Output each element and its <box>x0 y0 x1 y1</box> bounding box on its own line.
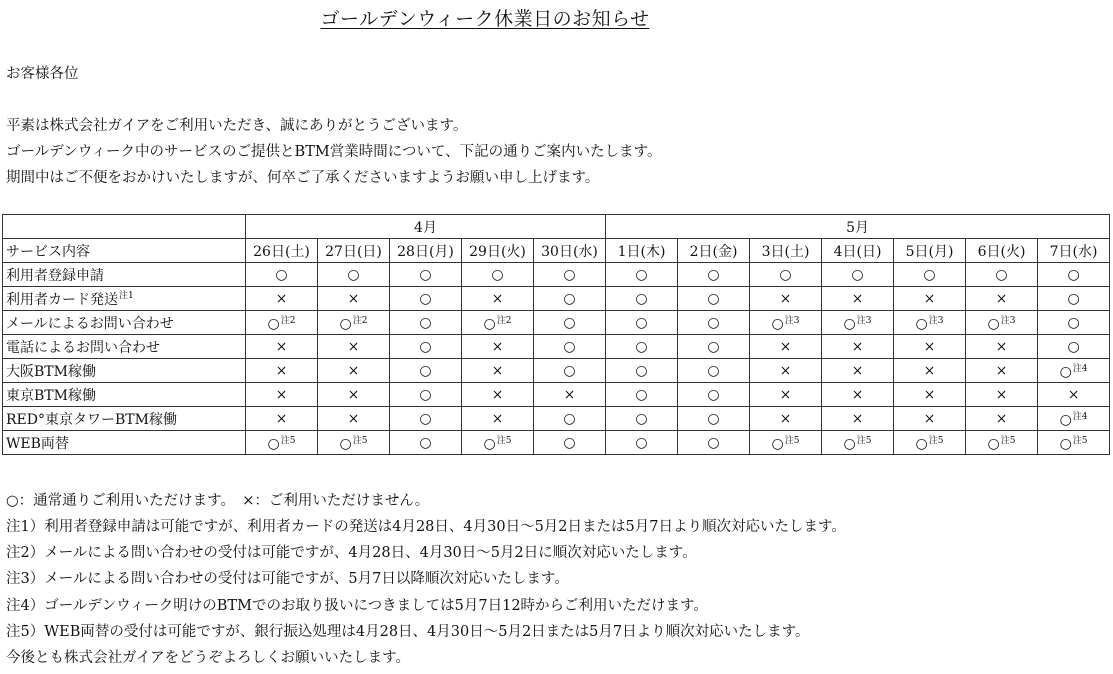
available-mark: ○ <box>1067 314 1080 331</box>
unavailable-mark: × <box>275 290 288 307</box>
unavailable-mark: × <box>275 362 288 379</box>
availability-cell <box>894 263 966 287</box>
availability-cell <box>318 263 390 287</box>
availability-cell <box>462 407 534 431</box>
available-mark: ○ <box>1067 338 1080 355</box>
availability-cell <box>822 383 894 407</box>
available-mark: ○ <box>771 436 784 452</box>
footnote-ref: 注2 <box>352 316 368 326</box>
availability-cell <box>822 263 894 287</box>
table-row <box>3 311 1110 335</box>
service-name-cell <box>3 263 246 287</box>
service-name: メールによるお問い合わせ <box>6 315 174 332</box>
footnote-ref: 注5 <box>280 436 296 446</box>
unavailable-mark: × <box>995 386 1008 403</box>
availability-cell <box>1038 335 1110 359</box>
footnote-ref: 注3 <box>856 316 872 326</box>
table-row <box>3 287 1110 311</box>
available-mark: ○ <box>635 362 648 379</box>
unavailable-mark: × <box>923 410 936 427</box>
table-row <box>3 383 1110 407</box>
day-header-row <box>3 239 1110 263</box>
header-blank-cell <box>3 215 246 239</box>
availability-cell <box>678 287 750 311</box>
footnote-ref: 注2 <box>280 316 296 326</box>
available-mark: ○ <box>923 266 936 283</box>
table-row <box>3 407 1110 431</box>
available-mark: ○ <box>563 290 576 307</box>
available-mark: ○ <box>843 316 856 332</box>
legend-line: ○：通常通りご利用いただけます。 ×：ご利用いただけません。 <box>6 493 430 509</box>
availability-cell <box>894 407 966 431</box>
unavailable-mark: × <box>491 410 504 427</box>
month-header-row <box>3 215 1110 239</box>
available-mark: ○ <box>987 436 1000 452</box>
unavailable-mark: × <box>491 386 504 403</box>
day-header: 26日(土) <box>246 239 318 263</box>
available-mark: ○ <box>563 434 576 451</box>
day-header: 5日(月) <box>894 239 966 263</box>
availability-cell <box>1038 407 1110 431</box>
available-mark: ○ <box>635 314 648 331</box>
day-header: 7日(水) <box>1038 239 1110 263</box>
availability-cell <box>606 407 678 431</box>
availability-cell <box>750 431 822 455</box>
service-column-header: サービス内容 <box>3 239 246 263</box>
table-row <box>3 263 1110 287</box>
availability-cell <box>966 287 1038 311</box>
service-name: WEB両替 <box>6 435 69 452</box>
service-name-cell <box>3 431 246 455</box>
intro-line: 期間中はご不便をおかけいたしますが、何卒ご了承くださいますようお願い申し上げます。 <box>6 170 600 186</box>
unavailable-mark: × <box>779 386 792 403</box>
available-mark: ○ <box>1067 266 1080 283</box>
availability-cell <box>462 383 534 407</box>
availability-cell <box>390 431 462 455</box>
available-mark: ○ <box>419 266 432 283</box>
footnote-ref: 注4 <box>1072 412 1088 422</box>
unavailable-mark: × <box>491 338 504 355</box>
availability-cell <box>462 311 534 335</box>
availability-cell <box>246 287 318 311</box>
availability-cell <box>822 335 894 359</box>
availability-cell <box>606 287 678 311</box>
availability-cell <box>606 431 678 455</box>
day-header: 4日(日) <box>822 239 894 263</box>
unavailable-mark: × <box>779 338 792 355</box>
availability-cell <box>750 383 822 407</box>
availability-cell <box>246 359 318 383</box>
available-mark: ○ <box>843 436 856 452</box>
unavailable-mark: × <box>995 362 1008 379</box>
service-name: 大阪BTM稼働 <box>6 363 96 380</box>
available-mark: ○ <box>1059 364 1072 380</box>
service-name: 利用者登録申請 <box>6 267 104 284</box>
service-name-cell <box>3 359 246 383</box>
table-row <box>3 359 1110 383</box>
unavailable-mark: × <box>851 338 864 355</box>
availability-cell <box>678 431 750 455</box>
availability-cell <box>822 287 894 311</box>
available-mark: ○ <box>1059 412 1072 428</box>
available-mark: ○ <box>483 316 496 332</box>
availability-cell <box>606 383 678 407</box>
availability-cell <box>894 311 966 335</box>
unavailable-mark: × <box>851 290 864 307</box>
unavailable-mark: × <box>347 290 360 307</box>
unavailable-mark: × <box>347 338 360 355</box>
service-name: 電話によるお問い合わせ <box>6 339 160 356</box>
availability-cell <box>246 335 318 359</box>
footnote-ref: 注5 <box>352 436 368 446</box>
available-mark: ○ <box>995 266 1008 283</box>
footnote-ref: 注1 <box>119 291 134 301</box>
availability-cell <box>678 335 750 359</box>
unavailable-mark: × <box>491 290 504 307</box>
availability-cell <box>534 335 606 359</box>
day-header: 30日(水) <box>534 239 606 263</box>
availability-cell <box>390 311 462 335</box>
service-name-cell <box>3 383 246 407</box>
unavailable-mark: × <box>347 386 360 403</box>
availability-cell <box>318 287 390 311</box>
availability-cell <box>1038 383 1110 407</box>
availability-cell <box>894 431 966 455</box>
availability-cell <box>390 335 462 359</box>
available-mark: ○ <box>1059 436 1072 452</box>
available-mark: ○ <box>563 314 576 331</box>
unavailable-mark: × <box>1067 386 1080 403</box>
available-mark: ○ <box>635 434 648 451</box>
unavailable-mark: × <box>347 410 360 427</box>
availability-cell <box>966 383 1038 407</box>
availability-cell <box>822 359 894 383</box>
unavailable-mark: × <box>923 338 936 355</box>
available-mark: ○ <box>707 386 720 403</box>
day-header: 2日(金) <box>678 239 750 263</box>
note-line: 注4）ゴールデンウィーク明けのBTMでのお取り扱いにつきましては5月7日12時からご利用いただけます。 <box>6 598 708 614</box>
availability-cell <box>462 359 534 383</box>
unavailable-mark: × <box>563 386 576 403</box>
service-schedule-table <box>2 214 1110 455</box>
availability-cell <box>750 335 822 359</box>
day-header: 29日(火) <box>462 239 534 263</box>
availability-cell <box>606 359 678 383</box>
available-mark: ○ <box>419 338 432 355</box>
availability-cell <box>462 431 534 455</box>
availability-cell <box>750 287 822 311</box>
footnote-ref: 注5 <box>1072 436 1088 446</box>
available-mark: ○ <box>851 266 864 283</box>
available-mark: ○ <box>635 290 648 307</box>
availability-cell <box>462 287 534 311</box>
unavailable-mark: × <box>275 386 288 403</box>
service-name: 東京BTM稼働 <box>6 387 96 404</box>
available-mark: ○ <box>707 314 720 331</box>
availability-cell <box>1038 287 1110 311</box>
month-header: 5月 <box>606 215 1110 239</box>
note-line: 注5）WEB両替の受付は可能ですが、銀行振込処理は4月28日、4月30日～5月2日または5月7日より順次対応いたします。 <box>6 624 810 640</box>
table-row <box>3 431 1110 455</box>
available-mark: ○ <box>339 316 352 332</box>
table-row <box>3 335 1110 359</box>
footnote-ref: 注5 <box>928 436 944 446</box>
footnote-ref: 注5 <box>784 436 800 446</box>
closing-line: 今後とも株式会社ガイアをどうぞよろしくお願いいたします。 <box>6 650 410 666</box>
day-header: 3日(土) <box>750 239 822 263</box>
availability-cell <box>750 311 822 335</box>
available-mark: ○ <box>779 266 792 283</box>
availability-cell <box>390 287 462 311</box>
availability-cell <box>606 263 678 287</box>
availability-cell <box>246 263 318 287</box>
availability-cell <box>246 383 318 407</box>
availability-cell <box>534 311 606 335</box>
unavailable-mark: × <box>779 290 792 307</box>
availability-cell <box>462 263 534 287</box>
availability-cell <box>534 287 606 311</box>
unavailable-mark: × <box>923 290 936 307</box>
availability-cell <box>1038 311 1110 335</box>
availability-cell <box>822 407 894 431</box>
availability-cell <box>318 431 390 455</box>
service-name: RED°東京タワーBTM稼働 <box>6 411 177 428</box>
availability-cell <box>606 311 678 335</box>
note-line: 注3）メールによる問い合わせの受付は可能ですが、5月7日以降順次対応いたします。 <box>6 571 569 587</box>
service-name-cell <box>3 407 246 431</box>
available-mark: ○ <box>707 338 720 355</box>
page-title: ゴールデンウィーク休業日のお知らせ <box>320 8 650 30</box>
footnote-ref: 注5 <box>1000 436 1016 446</box>
day-header: 1日(木) <box>606 239 678 263</box>
available-mark: ○ <box>707 362 720 379</box>
footnote-ref: 注3 <box>928 316 944 326</box>
available-mark: ○ <box>267 316 280 332</box>
unavailable-mark: × <box>995 338 1008 355</box>
salutation: お客様各位 <box>6 66 79 82</box>
available-mark: ○ <box>987 316 1000 332</box>
available-mark: ○ <box>771 316 784 332</box>
availability-cell <box>966 263 1038 287</box>
availability-cell <box>750 359 822 383</box>
footnote-ref: 注3 <box>784 316 800 326</box>
unavailable-mark: × <box>995 410 1008 427</box>
available-mark: ○ <box>563 410 576 427</box>
availability-cell <box>246 311 318 335</box>
availability-cell <box>678 263 750 287</box>
availability-cell <box>678 359 750 383</box>
available-mark: ○ <box>635 386 648 403</box>
available-mark: ○ <box>339 436 352 452</box>
availability-cell <box>318 335 390 359</box>
note-line: 注2）メールによる問い合わせの受付は可能ですが、4月28日、4月30日～5月2日に順次対応いたします。 <box>6 545 697 561</box>
available-mark: ○ <box>563 362 576 379</box>
footnote-ref: 注4 <box>1072 364 1088 374</box>
unavailable-mark: × <box>923 362 936 379</box>
availability-cell <box>750 407 822 431</box>
availability-cell <box>318 359 390 383</box>
availability-cell <box>678 383 750 407</box>
availability-cell <box>966 311 1038 335</box>
availability-cell <box>534 359 606 383</box>
intro-line: 平素は株式会社ガイアをご利用いただき、誠にありがとうございます。 <box>6 118 468 134</box>
available-mark: ○ <box>635 266 648 283</box>
availability-cell <box>966 359 1038 383</box>
availability-cell <box>1038 431 1110 455</box>
available-mark: ○ <box>419 362 432 379</box>
available-mark: ○ <box>419 290 432 307</box>
unavailable-mark: × <box>779 362 792 379</box>
available-mark: ○ <box>419 410 432 427</box>
day-header: 28日(月) <box>390 239 462 263</box>
intro-line: ゴールデンウィーク中のサービスのご提供とBTM営業時間について、下記の通りご案内いたします。 <box>6 144 662 160</box>
footnote-ref: 注5 <box>856 436 872 446</box>
availability-cell <box>390 263 462 287</box>
unavailable-mark: × <box>347 362 360 379</box>
available-mark: ○ <box>419 386 432 403</box>
service-name-cell <box>3 287 246 311</box>
availability-cell <box>822 311 894 335</box>
availability-cell <box>894 383 966 407</box>
note-line: 注1）利用者登録申請は可能ですが、利用者カードの発送は4月28日、4月30日～5月2日または5月7日より順次対応いたします。 <box>6 519 846 535</box>
availability-cell <box>966 407 1038 431</box>
unavailable-mark: × <box>923 386 936 403</box>
unavailable-mark: × <box>491 362 504 379</box>
availability-cell <box>966 431 1038 455</box>
service-name: 利用者カード発送 <box>6 292 118 308</box>
available-mark: ○ <box>707 290 720 307</box>
available-mark: ○ <box>275 266 288 283</box>
availability-cell <box>894 359 966 383</box>
available-mark: ○ <box>483 436 496 452</box>
unavailable-mark: × <box>851 386 864 403</box>
available-mark: ○ <box>563 266 576 283</box>
day-header: 27日(日) <box>318 239 390 263</box>
footnote-ref: 注2 <box>496 316 512 326</box>
unavailable-mark: × <box>275 410 288 427</box>
available-mark: ○ <box>915 316 928 332</box>
available-mark: ○ <box>915 436 928 452</box>
availability-cell <box>246 431 318 455</box>
unavailable-mark: × <box>995 290 1008 307</box>
availability-cell <box>1038 263 1110 287</box>
availability-cell <box>822 431 894 455</box>
available-mark: ○ <box>707 266 720 283</box>
availability-cell <box>750 263 822 287</box>
footnote-ref: 注3 <box>1000 316 1016 326</box>
available-mark: ○ <box>635 410 648 427</box>
available-mark: ○ <box>1067 290 1080 307</box>
availability-cell <box>894 287 966 311</box>
availability-cell <box>534 407 606 431</box>
availability-cell <box>390 383 462 407</box>
available-mark: ○ <box>347 266 360 283</box>
day-header: 6日(火) <box>966 239 1038 263</box>
unavailable-mark: × <box>851 410 864 427</box>
available-mark: ○ <box>563 338 576 355</box>
available-mark: ○ <box>635 338 648 355</box>
availability-cell <box>534 263 606 287</box>
available-mark: ○ <box>419 434 432 451</box>
availability-cell <box>1038 359 1110 383</box>
availability-cell <box>894 335 966 359</box>
available-mark: ○ <box>707 410 720 427</box>
service-name-cell <box>3 335 246 359</box>
availability-cell <box>966 335 1038 359</box>
service-name-cell <box>3 311 246 335</box>
availability-cell <box>606 335 678 359</box>
availability-cell <box>462 335 534 359</box>
availability-cell <box>534 383 606 407</box>
unavailable-mark: × <box>779 410 792 427</box>
availability-cell <box>534 431 606 455</box>
available-mark: ○ <box>707 434 720 451</box>
unavailable-mark: × <box>851 362 864 379</box>
availability-cell <box>678 311 750 335</box>
availability-cell <box>246 407 318 431</box>
unavailable-mark: × <box>275 338 288 355</box>
month-header: 4月 <box>246 215 606 239</box>
availability-cell <box>318 407 390 431</box>
available-mark: ○ <box>267 436 280 452</box>
availability-cell <box>318 383 390 407</box>
availability-cell <box>318 311 390 335</box>
available-mark: ○ <box>419 314 432 331</box>
availability-cell <box>390 359 462 383</box>
availability-cell <box>678 407 750 431</box>
availability-cell <box>390 407 462 431</box>
footnote-ref: 注5 <box>496 436 512 446</box>
available-mark: ○ <box>491 266 504 283</box>
